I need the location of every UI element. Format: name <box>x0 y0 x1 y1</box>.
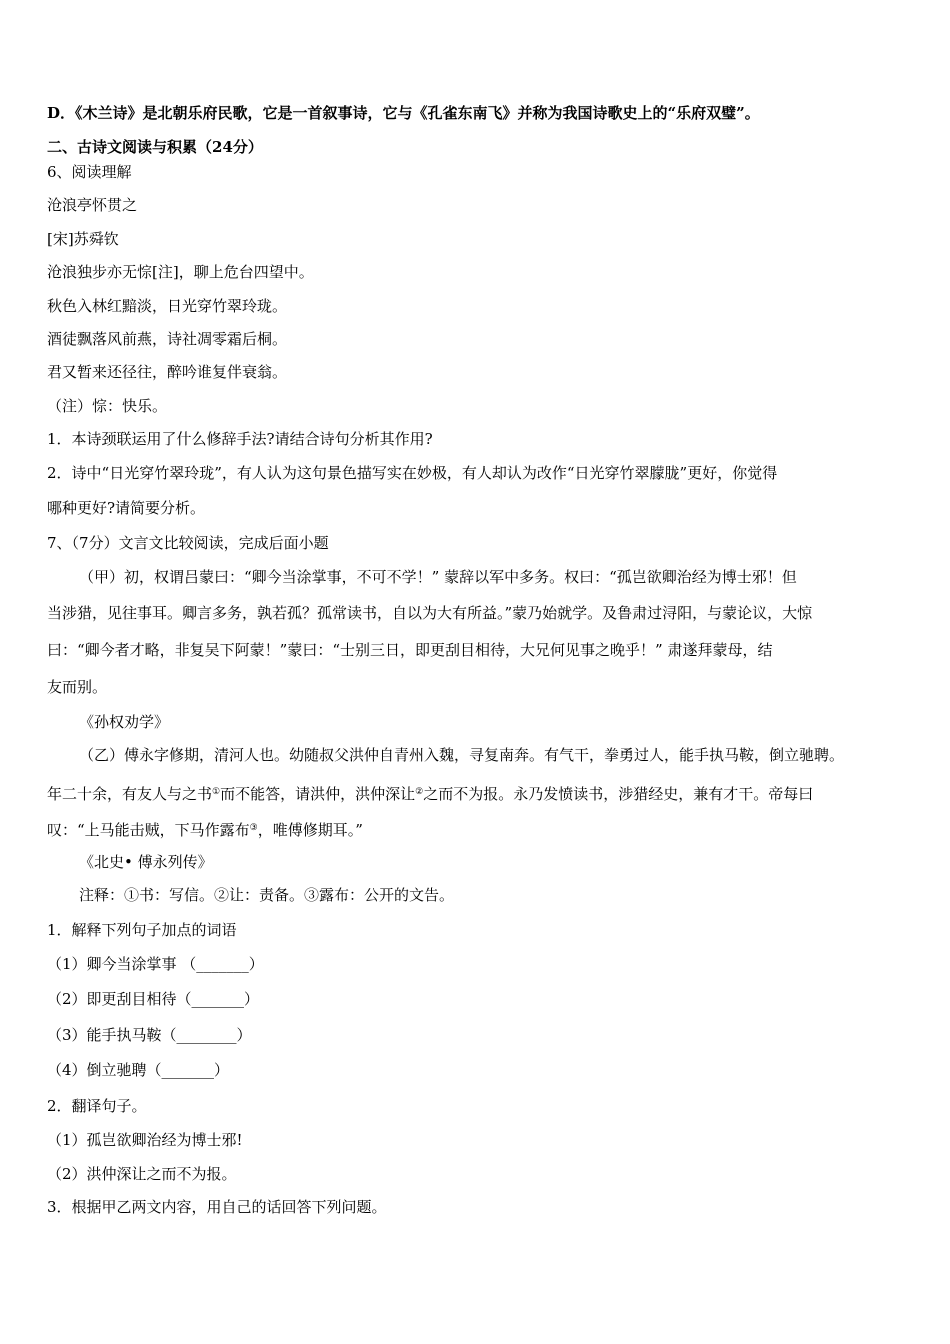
poem-title: 沧浪亭怀贯之 <box>47 196 138 214</box>
question-7-title: 7、（7分）文言文比较阅读，完成后面小题 <box>47 534 329 552</box>
passage-a-line-4: 友而别。 <box>47 678 108 696</box>
poem-line-2: 秋色入林红黯淡，日光穿竹翠玲珑。 <box>47 297 288 315</box>
poem-line-1: 沧浪独步亦无悰[注]，聊上危台四望中。 <box>47 263 314 281</box>
question-7-2-item-2: （2）洪仲深让之而不为报。 <box>47 1165 237 1183</box>
passage-b-line-2: 年二十余，有友人与之书①而不能答，请洪仲，洪仲深让②之而不为报。永乃发愤读书，涉猎经史，兼有才干。帝每曰 <box>47 785 814 803</box>
passage-a-line-3: 曰：“卿今者才略，非复吴下阿蒙！”蒙曰：“士别三日，即更刮目相待，大兄何见事之晚乎！” 肃遂拜蒙母，结 <box>47 641 773 659</box>
question-7-2: 2．翻译句子。 <box>47 1097 147 1115</box>
question-7-3: 3．根据甲乙两文内容，用自己的话回答下列问题。 <box>47 1198 387 1216</box>
passage-a-line-1: （甲）初，权谓吕蒙曰：“卿今当涂掌事，不可不学！” 蒙辞以军中多务。权曰：“孤岂欲卿治经为博士邪！但 <box>79 568 797 586</box>
passage-b-line-3: 叹：“上马能击贼，下马作露布③，唯傅修期耳。” <box>47 821 363 839</box>
question-7-1-item-3: （3）能手执马鞍（________） <box>47 1026 252 1044</box>
passage-b-source: 《北史• 傅永列传》 <box>79 853 213 871</box>
poem-line-3: 酒徒飘落风前燕，诗社凋零霜后桐。 <box>47 330 288 348</box>
note-marker-1: ① <box>212 787 221 797</box>
passage-b-notes: 注释：①书：写信。②让：责备。③露布：公开的文告。 <box>79 886 455 904</box>
question-6-2-line-1: 2．诗中“日光穿竹翠玲珑”，有人认为这句景色描写实在妙极，有人却认为改作“日光穿竹翠朦胧”更好，你觉得 <box>47 464 778 482</box>
passage-a-source: 《孙权劝学》 <box>79 713 170 731</box>
question-6-1: 1．本诗颈联运用了什么修辞手法?请结合诗句分析其作用? <box>47 430 433 448</box>
note-marker-2: ② <box>415 787 424 797</box>
passage-b-line-1: （乙）傅永字修期，清河人也。幼随叔父洪仲自青州入魏，寻复南奔。有气干，拳勇过人，能手执马鞍，倒立驰聘。 <box>79 746 845 764</box>
question-7-1: 1．解释下列句子加点的词语 <box>47 921 237 939</box>
passage-a-line-2: 当涉猎，见往事耳。卿言多务，孰若孤？孤常读书，自以为大有所益。”蒙乃始就学。及鲁肃过浔阳，与蒙论议，大惊 <box>47 604 813 622</box>
question-7-1-item-4: （4）倒立驰聘（_______） <box>47 1061 230 1079</box>
poem-note: （注）悰：快乐。 <box>47 397 168 415</box>
question-6-2-line-2: 哪种更好?请简要分析。 <box>47 499 206 517</box>
option-d: D．《木兰诗》是北朝乐府民歌，它是一首叙事诗，它与《孔雀东南飞》并称为我国诗歌史上的“乐府双璧”。 <box>47 104 760 122</box>
question-7-1-item-2: （2）即更刮目相待（_______） <box>47 990 260 1008</box>
question-7-2-item-1: （1）孤岂欲卿治经为博士邪! <box>47 1131 243 1149</box>
question-7-1-item-1: （1）卿今当涂掌事 （_______） <box>47 955 264 973</box>
question-6-title: 6、阅读理解 <box>47 163 132 181</box>
poem-author: [宋]苏舜钦 <box>47 230 119 248</box>
note-marker-3: ③ <box>249 823 258 833</box>
section-heading: 二、古诗文阅读与积累（24分） <box>47 138 263 156</box>
poem-line-4: 君又暂来还径往，醉吟谁复伴衰翁。 <box>47 363 288 381</box>
